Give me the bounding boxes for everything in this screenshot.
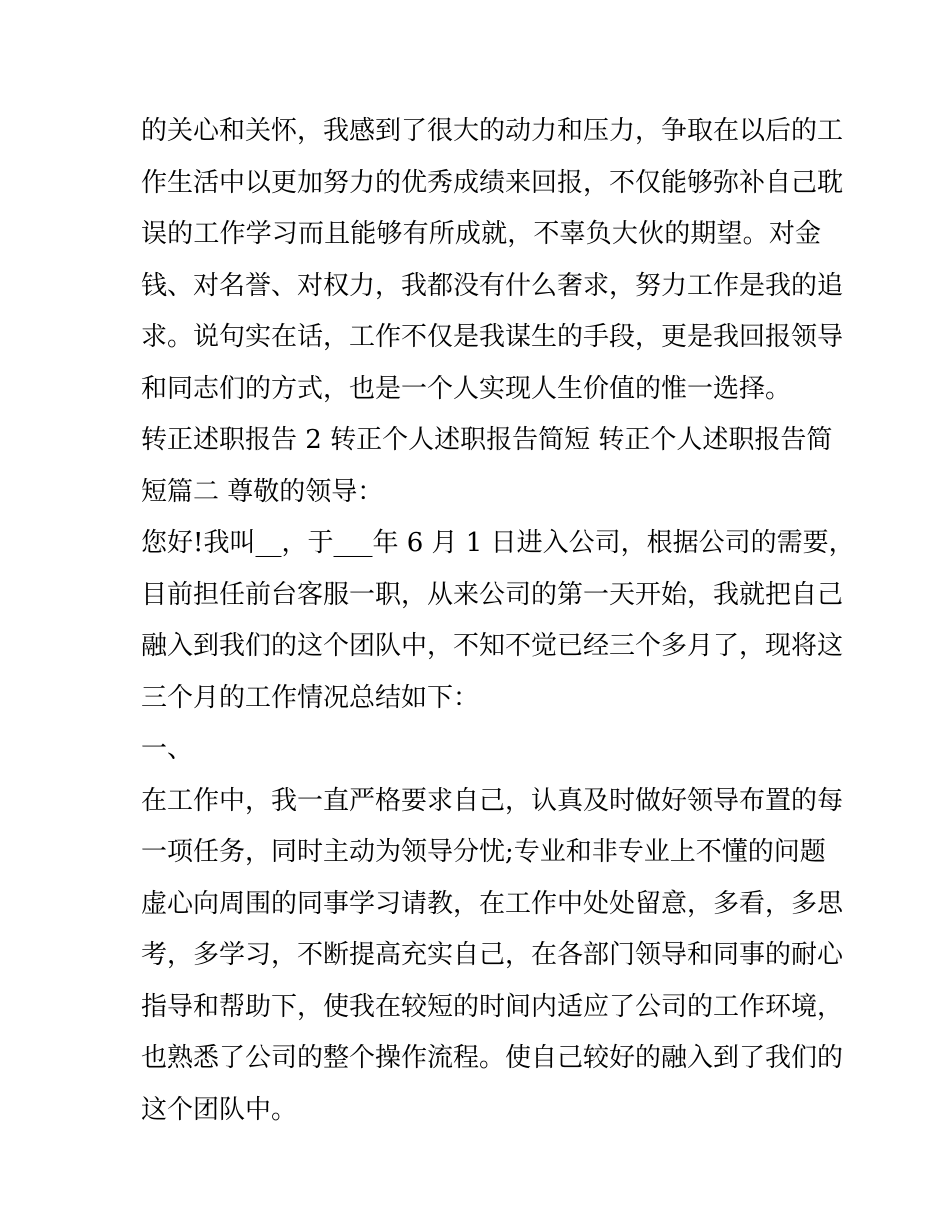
text-line-12: 三个月的工作情况总结如下： bbox=[141, 682, 480, 713]
text-line-15: 一项任务，同时主动为领导分忧;专业和非专业上不懂的问题 bbox=[141, 837, 826, 867]
text-line-10: 目前担任前台客服一职，从来公司的第一天开始，我就把自己 bbox=[141, 579, 844, 610]
text-line-9: 您好!我叫__，于___年 6 月 1 日进入公司，根据公司的需要， bbox=[141, 528, 855, 558]
text-line-2: 作生活中以更加努力的优秀成绩来回报，不仅能够弥补自己耽 bbox=[141, 167, 844, 198]
text-line-6: 和同志们的方式，也是一个人实现人生价值的惟一选择。 bbox=[141, 373, 792, 404]
body-text bbox=[141, 106, 855, 1136]
text-line-5: 求。说句实在话，工作不仅是我谋生的手段，更是我回报领导 bbox=[141, 322, 844, 352]
text-line-7: 转正述职报告 2 转正个人述职报告简短 转正个人述职报告简 bbox=[141, 425, 833, 455]
text-line-20: 这个团队中。 bbox=[141, 1094, 298, 1125]
text-line-4: 钱、对名誉、对权力，我都没有什么奢求，努力工作是我的追 bbox=[141, 270, 844, 301]
text-line-1: 的关心和关怀，我感到了很大的动力和压力，争取在以后的工 bbox=[141, 116, 844, 146]
text-line-14: 在工作中，我一直严格要求自己，认真及时做好领导布置的每 bbox=[141, 785, 844, 816]
text-line-11: 融入到我们的这个团队中，不知不觉已经三个多月了，现将这 bbox=[141, 631, 844, 661]
text-line-19: 也熟悉了公司的整个操作流程。使自己较好的融入到了我们的 bbox=[141, 1043, 844, 1073]
text-line-18: 指导和帮助下，使我在较短的时间内适应了公司的工作环境， bbox=[141, 991, 844, 1022]
text-line-17: 考，多学习，不断提高充实自己，在各部门领导和同事的耐心 bbox=[141, 940, 844, 970]
text-line-16: 虚心向周围的同事学习请教，在工作中处处留意，多看，多思 bbox=[141, 888, 844, 919]
text-line-8: 短篇二 尊敬的领导： bbox=[141, 476, 384, 507]
text-line-13: 一、 bbox=[141, 734, 194, 764]
text-line-3: 误的工作学习而且能够有所成就，不辜负大伙的期望。对金 bbox=[141, 219, 821, 249]
